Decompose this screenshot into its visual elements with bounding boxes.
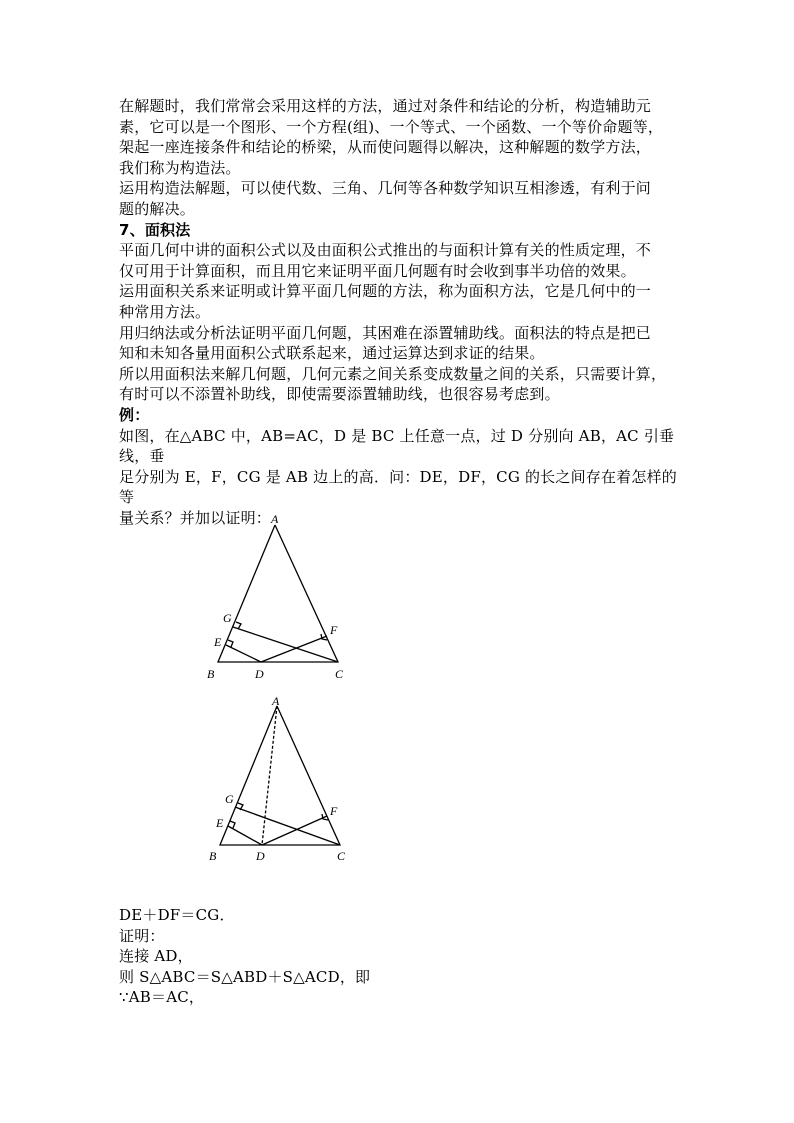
segment-de <box>228 826 262 845</box>
section-title: 7、面积法 <box>119 220 191 239</box>
label-c: C <box>337 849 346 863</box>
label-a: A <box>272 694 280 708</box>
problem-line: 量关系？并加以证明： <box>119 508 272 527</box>
body-line: 仅可用于计算面积，而且用它来证明平面几何题有时会收到事半功倍的效果。 <box>119 261 636 280</box>
label-e: E <box>216 816 224 830</box>
proof-line: ∵AB＝AC， <box>119 988 205 1007</box>
intro-line: 架起一座连接条件和结论的桥梁，从而使问题得以解决，这种解题的数学方法， <box>119 138 652 157</box>
problem-line: 足分别为 E，F，CG 是 AB 边上的高．问：DE，DF，CG 的长之间存在着怎样的等 <box>119 467 677 507</box>
body-line: 所以用面积法来解几何题，几何元素之间关系变成数量之间的关系，只需要计算， <box>119 364 667 383</box>
label-c: C <box>335 667 344 681</box>
label-b: B <box>207 667 215 681</box>
label-d: D <box>256 849 265 863</box>
body-line: 知和未知各量用面积公式联系起来，通过运算达到求证的结果。 <box>119 344 545 363</box>
label-a: A <box>271 512 279 526</box>
body-line: 平面几何中讲的面积公式以及由面积公式推出的与面积计算有关的性质定理，不 <box>119 241 652 260</box>
segment-ad-dashed <box>262 706 277 845</box>
label-d: D <box>255 667 264 681</box>
label-f: F <box>330 804 338 818</box>
body-line: 有时可以不添置补助线，即使需要添置辅助线，也很容易考虑到。 <box>119 385 560 404</box>
intro-line: 运用构造法解题，可以使代数、三角、几何等各种数学知识互相渗透，有利于问 <box>119 179 652 198</box>
label-g: G <box>225 792 234 806</box>
body-line: 用归纳法或分析法证明平面几何题，其困难在添置辅助线。面积法的特点是把已 <box>119 323 652 342</box>
body-line: 种常用方法。 <box>119 302 211 321</box>
triangle-diagram <box>205 510 355 685</box>
triangle-figure-2 <box>205 693 355 872</box>
label-f: F <box>330 623 338 637</box>
main-text <box>119 96 679 528</box>
label-g: G <box>223 611 232 625</box>
intro-line: 素，它可以是一个图形、一个方程(组)、一个等式、一个函数、一个等价命题等， <box>119 117 664 136</box>
triangle-abc <box>220 706 340 845</box>
label-e: E <box>214 635 222 649</box>
intro-line: 在解题时，我们常常会采用这样的方法，通过对条件和结论的分析，构造辅助元 <box>119 97 652 115</box>
problem-line: 如图，在△ABC 中，AB=AC，D 是 BC 上任意一点，过 D 分别向 AB，AC 引垂线，垂 <box>119 426 675 466</box>
intro-line: 我们称为构造法。 <box>119 158 241 177</box>
answer-line: DE＋DF＝CG． <box>119 906 235 924</box>
segment-de <box>226 645 261 662</box>
proof-line: 连接 AD， <box>119 947 193 966</box>
proof-text <box>119 905 679 1008</box>
body-line: 运用面积关系来证明或计算平面几何题的方法，称为面积方法，它是几何中的一 <box>119 282 652 301</box>
intro-line: 题的解决。 <box>119 199 196 218</box>
triangle-diagram-with-ad <box>205 693 355 868</box>
proof-line: 则 S△ABC＝S△ABD＋S△ACD，即 <box>119 967 371 986</box>
proof-line: 证明： <box>119 926 165 945</box>
label-b: B <box>209 849 217 863</box>
example-label: 例： <box>119 405 150 424</box>
triangle-figure-1 <box>205 510 355 689</box>
